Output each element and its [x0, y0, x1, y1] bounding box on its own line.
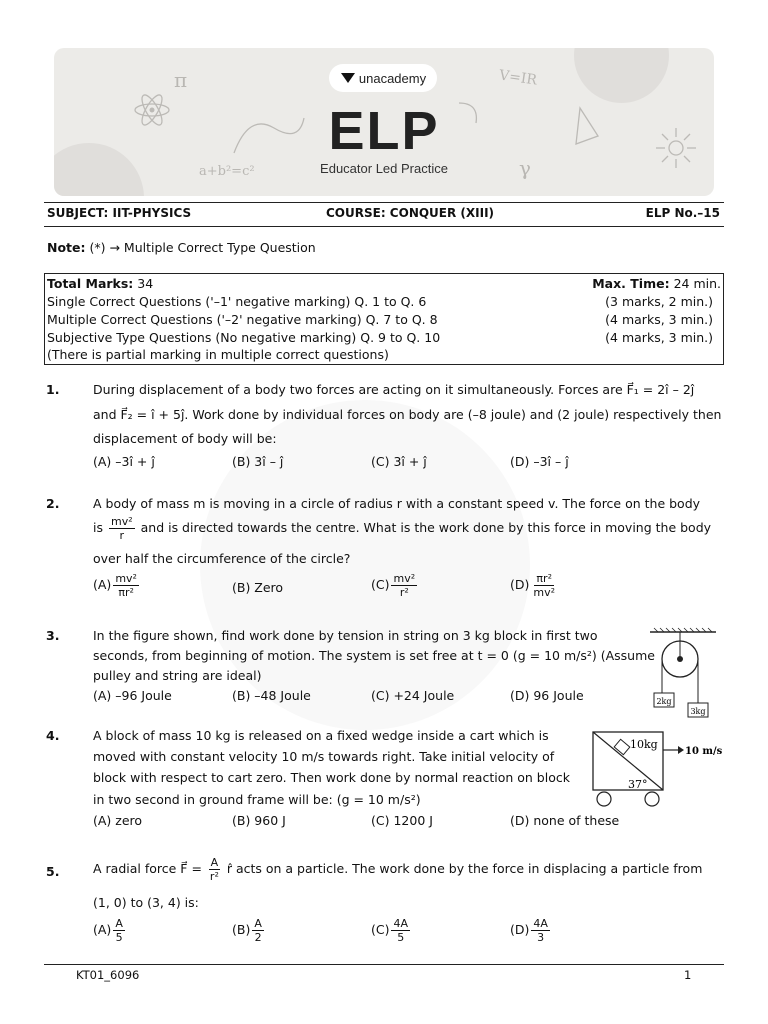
question-text-part: A radial force F⃗ =	[93, 861, 202, 876]
question-text: over half the circumference of the circle?	[93, 551, 351, 566]
wedge-angle-label: 37°	[628, 778, 648, 791]
option-label: (D)	[510, 922, 530, 937]
fraction-numerator: 4A	[533, 917, 548, 930]
option-label: (A)	[93, 922, 112, 937]
marks-row-text: Single Correct Questions ('–1' negative marking) Q. 1 to Q. 6	[47, 294, 427, 309]
unacademy-logo	[329, 64, 437, 92]
option-label: (D)	[510, 577, 530, 592]
marks-row-value: (4 marks, 3 min.)	[605, 330, 713, 345]
marks-row	[47, 294, 721, 312]
fraction	[391, 917, 410, 944]
option-a: (A) –96 Joule	[93, 688, 172, 703]
pulley-figure	[650, 627, 716, 721]
option-a	[93, 572, 141, 599]
note-line	[47, 240, 316, 255]
option-d: (D) –3î – ĵ	[510, 454, 569, 469]
question-text: During displacement of a body two forces are acting on it simultaneously. Forces are F⃗₁ = 2î – 2ĵ	[93, 382, 695, 397]
option-c: (C) +24 Joule	[371, 688, 455, 703]
question-text: A body of mass m is moving in a circle of radius r with a constant speed v. The force on the body	[93, 496, 701, 511]
fraction	[252, 917, 264, 944]
option-d: (D) 96 Joule	[510, 688, 584, 703]
footer-divider	[44, 964, 724, 965]
fraction-denominator: 5	[397, 931, 405, 944]
question-text	[93, 856, 702, 883]
elp-number: ELP No.–15	[645, 206, 720, 220]
block-2kg-label: 2kg	[656, 697, 672, 706]
option-b: (B) 3î – ĵ	[232, 454, 284, 469]
fraction-denominator: mv²	[533, 586, 556, 599]
total-marks-value: 34	[133, 276, 154, 291]
fraction	[391, 572, 417, 599]
option-a	[93, 917, 127, 944]
question-text: A block of mass 10 kg is released on a fixed wedge inside a cart which is	[93, 728, 549, 743]
wedge-cart-figure	[590, 730, 722, 810]
marks-box	[44, 273, 724, 365]
option-label: (A)	[93, 577, 112, 592]
divider	[44, 202, 724, 203]
option-c	[371, 917, 412, 944]
fraction-denominator: 2	[254, 931, 262, 944]
course-label: COURSE: CONQUER (XIII)	[326, 206, 495, 220]
page-subtitle: Educator Led Practice	[320, 161, 448, 176]
option-c: (C) 1200 J	[371, 813, 433, 828]
question-text: in two second in ground frame will be: (g = 10 m/s²)	[93, 792, 421, 807]
fraction-numerator: A	[115, 917, 123, 930]
question-number: 5.	[46, 864, 60, 879]
fraction-numerator: mv²	[115, 572, 137, 585]
marks-row-value: (4 marks, 3 min.)	[605, 312, 713, 327]
option-a: (A) –3î + ĵ	[93, 454, 155, 469]
divider	[44, 226, 724, 227]
subject-label: SUBJECT: IIT-PHYSICS	[47, 206, 192, 220]
fraction	[531, 917, 550, 944]
unacademy-cap-icon	[340, 72, 356, 84]
fraction	[109, 515, 135, 542]
block-3kg-label: 3kg	[690, 707, 706, 716]
fraction-numerator: πr²	[536, 572, 552, 585]
option-b: (B) Zero	[232, 580, 284, 595]
option-b: (B) 960 J	[232, 813, 286, 828]
ohms-law-doodle: V=IR	[498, 67, 538, 89]
option-label: (C)	[371, 922, 390, 937]
block-mass-label: 10kg	[630, 738, 658, 751]
option-b	[232, 917, 266, 944]
cart-velocity-label: 10 m/s	[685, 746, 722, 757]
fraction-denominator: 3	[537, 931, 545, 944]
option-d: (D) none of these	[510, 813, 620, 828]
total-marks-label: Total Marks:	[47, 276, 134, 291]
gamma-doodle: γ	[519, 156, 531, 180]
marks-row-text: Multiple Correct Questions ('–2' negative marking) Q. 7 to Q. 8	[47, 312, 438, 327]
question-text-part: r̂ acts on a particle. The work done by the force in displacing a particle from	[226, 861, 703, 876]
note-text: (*) → Multiple Correct Type Question	[85, 240, 316, 255]
fraction	[113, 572, 139, 599]
marks-row-value: (3 marks, 2 min.)	[605, 294, 713, 309]
question-text: and F⃗₂ = î + 5ĵ. Work done by individual forces on body are (–8 joule) and (2 joule) respectively then	[93, 407, 722, 422]
question-text	[93, 515, 711, 542]
option-c: (C) 3î + ĵ	[371, 454, 427, 469]
question-text-part: and is directed towards the centre. What is the work done by this force in moving the body	[140, 520, 712, 535]
pi-doodle: π	[174, 68, 188, 92]
pythagoras-doodle: a+b²=c²	[199, 164, 255, 179]
option-a: (A) zero	[93, 813, 143, 828]
question-text: pulley and string are ideal)	[93, 668, 262, 683]
option-d	[510, 917, 552, 944]
question-text: moved with constant velocity 10 m/s towards right. Take initial velocity of	[93, 749, 555, 764]
marks-row	[47, 347, 721, 365]
marks-row-text: (There is partial marking in multiple correct questions)	[47, 347, 389, 362]
option-label: (C)	[371, 577, 390, 592]
question-text: block with respect to cart zero. Then work done by normal reaction on block	[93, 770, 570, 785]
max-time-value: 24 min.	[669, 276, 721, 291]
fraction-denominator: r	[119, 529, 125, 542]
fraction-numerator: A	[254, 917, 262, 930]
fraction-numerator: mv²	[393, 572, 416, 585]
option-label: (B)	[232, 922, 251, 937]
page-number: 1	[684, 968, 692, 982]
option-d	[510, 572, 559, 599]
question-number: 1.	[46, 382, 60, 397]
question-text: In the figure shown, find work done by tension in string on 3 kg block in first two	[93, 628, 598, 643]
brand-name: unacademy	[358, 70, 427, 86]
fraction-denominator: 5	[115, 931, 123, 944]
marks-row	[47, 330, 721, 348]
banner-decoration-circle	[574, 48, 669, 103]
question-number: 2.	[46, 496, 60, 511]
fraction-numerator: 4A	[393, 917, 409, 930]
fraction-numerator: mv²	[110, 515, 133, 528]
marks-row	[47, 312, 721, 330]
question-text: displacement of body will be:	[93, 431, 277, 446]
fraction	[208, 856, 221, 883]
question-text-part: is	[93, 520, 103, 535]
marks-row-text: Subjective Type Questions (No negative marking) Q. 9 to Q. 10	[47, 330, 441, 345]
question-number: 4.	[46, 728, 60, 743]
fraction-denominator: r²	[209, 870, 219, 883]
question-text: seconds, from beginning of motion. The system is set free at t = 0 (g = 10 m/s²) (Assume	[93, 648, 655, 663]
option-b: (B) –48 Joule	[232, 688, 311, 703]
max-time-label: Max. Time:	[592, 276, 670, 291]
fraction	[531, 572, 557, 599]
option-c	[371, 572, 419, 599]
marks-row	[47, 276, 721, 294]
page-title: ELP	[328, 101, 440, 161]
document-code: KT01_6096	[76, 968, 140, 982]
fraction-denominator: r²	[399, 586, 409, 599]
fraction	[113, 917, 125, 944]
header-banner	[54, 48, 714, 196]
fraction-numerator: A	[210, 856, 219, 869]
question-text: (1, 0) to (3, 4) is:	[93, 895, 199, 910]
fraction-denominator: πr²	[118, 586, 134, 599]
note-label: Note:	[47, 240, 86, 255]
question-number: 3.	[46, 628, 60, 643]
